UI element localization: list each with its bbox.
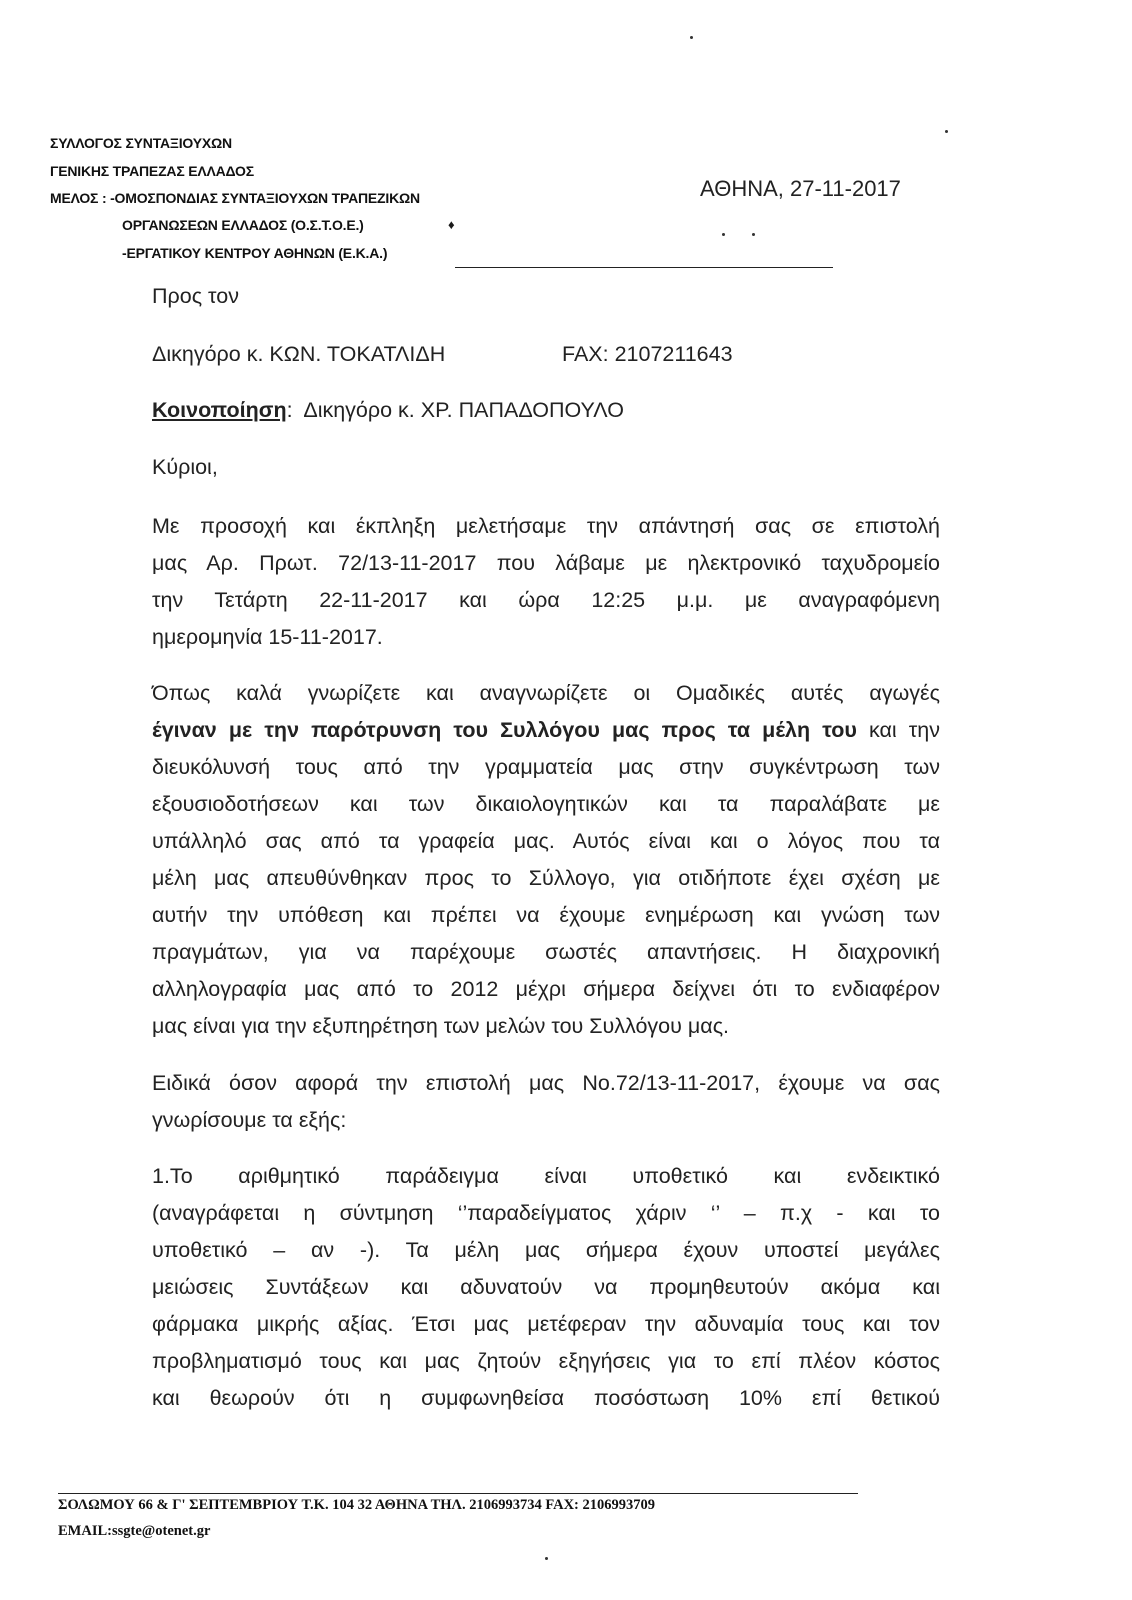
letterhead-line-4: ΟΡΓΑΝΩΣΕΩΝ ΕΛΛΑΔΟΣ (Ο.Σ.Τ.Ο.Ε.) <box>122 217 364 233</box>
letterhead-line-3: ΜΕΛΟΣ : -ΟΜΟΣΠΟΝΔΙΑΣ ΣΥΝΤΑΞΙΟΥΧΩΝ ΤΡΑΠΕΖΙΚΩΝ <box>50 190 420 206</box>
paragraph-line: μας Αρ. Πρωτ. 72/13-11-2017 που λάβαμε με ηλεκτρονικό ταχυδρομείο <box>152 551 940 575</box>
cc-colon: : <box>286 398 293 422</box>
footer-address: ΣΟΛΩΜΟΥ 66 & Γ' ΣΕΠΤΕΜΒΡΙΟΥ Τ.Κ. 104 32 ΑΘΗΝΑ ΤΗΛ. 2106993734 FAX: 2106993709 <box>58 1497 655 1513</box>
paragraph-line: διευκόλυνσή τους από την γραμματεία μας στην συγκέντρωση των <box>152 755 940 779</box>
paragraph-line: γνωρίσουμε τα εξής: <box>152 1108 347 1132</box>
paragraph-line: φάρμακα μικρής αξίας. Έτσι μας μετέφεραν την αδυναμία τους και τον <box>152 1312 940 1336</box>
recipient-lawyer: Δικηγόρο κ. ΚΩΝ. ΤΟΚΑΤΛΙΔΗ <box>152 342 446 366</box>
letterhead-line-1: ΣΥΛΛΟΓΟΣ ΣΥΝΤΑΞΙΟΥΧΩΝ <box>50 135 232 151</box>
paragraph-line: αυτήν την υπόθεση και πρέπει να έχουμε ενημέρωση και γνώση των <box>152 903 940 927</box>
paragraph-line: Με προσοχή και έκπληξη μελετήσαμε την απάντησή σας σε επιστολή <box>152 514 940 538</box>
paragraph-line: μας είναι για την εξυπηρέτηση των μελών του Συλλόγου μας. <box>152 1014 730 1038</box>
cc-line <box>152 398 624 423</box>
header-divider <box>455 267 833 268</box>
paragraph-line: αλληλογραφία μας από το 2012 μέχρι σήμερα δείχνει ότι το ενδιαφέρον <box>152 977 940 1001</box>
paragraph-line: ημερομηνία 15-11-2017. <box>152 625 383 649</box>
paragraph-line: μέλη μας απευθύνθηκαν προς το Σύλλογο, για οτιδήποτε έχει σχέση με <box>152 866 940 890</box>
paragraph-line: και θεωρούν ότι η συμφωνηθείσα ποσόστωση 10% επί θετικού <box>152 1386 940 1410</box>
paragraph-4 <box>152 1158 940 1417</box>
bullet-mark-icon: ♦ <box>448 217 455 232</box>
paragraph-line-emphasis <box>152 712 940 749</box>
scan-speck <box>722 233 725 236</box>
paragraph-line: μειώσεις Συντάξεων και αδυνατούν να προμηθευτούν ακόμα και <box>152 1275 940 1299</box>
paragraph-line: την Τετάρτη 22-11-2017 και ώρα 12:25 μ.μ. με αναγραφόμενη <box>152 588 940 612</box>
paragraph-3 <box>152 1065 940 1139</box>
cc-label: Κοινοποίηση <box>152 398 287 422</box>
paragraph-line: εξουσιοδοτήσεων και των δικαιολογητικών και τα παραλάβατε με <box>152 792 940 816</box>
letterhead-line-2: ΓΕΝΙΚΗΣ ΤΡΑΠΕΖΑΣ ΕΛΛΑΔΟΣ <box>50 163 254 179</box>
scan-speck <box>690 36 693 39</box>
paragraph-line: (αναγράφεται η σύντμηση ‘’παραδείγματος χάριν ‘’ – π.χ - και το <box>152 1201 940 1225</box>
footer-divider <box>58 1493 858 1494</box>
salutation: Κύριοι, <box>152 455 218 479</box>
paragraph-line: προβληματισμό τους και μας ζητούν εξηγήσεις για το επί πλέον κόστος <box>152 1349 940 1373</box>
emphasis-text: έγιναν με την παρότρυνση του Συλλόγου μας προς τα μέλη του <box>152 718 857 742</box>
paragraph-text: και την <box>856 718 940 742</box>
cc-value: Δικηγόρο κ. ΧΡ. ΠΑΠΑΔΟΠΟΥΛΟ <box>303 398 624 422</box>
footer-email: EMAIL:ssgte@otenet.gr <box>58 1523 211 1539</box>
scan-speck <box>752 233 755 236</box>
paragraph-line: Ειδικά όσον αφορά την επιστολή μας Νο.72/13-11-2017, έχουμε να σας <box>152 1071 940 1095</box>
paragraph-line: υπάλληλό σας από τα γραφεία μας. Αυτός είναι και ο λόγος που τα <box>152 829 940 853</box>
to-label: Προς τον <box>152 284 239 308</box>
scan-speck <box>945 130 948 133</box>
paragraph-2 <box>152 675 940 1045</box>
letter-date: ΑΘΗΝΑ, 27-11-2017 <box>700 176 901 201</box>
paragraph-line: Όπως καλά γνωρίζετε και αναγνωρίζετε οι Ομαδικές αυτές αγωγές <box>152 681 940 705</box>
letterhead-line-5: -ΕΡΓΑΤΙΚΟΥ ΚΕΝΤΡΟΥ ΑΘΗΝΩΝ (Ε.Κ.Α.) <box>122 245 388 261</box>
paragraph-line: πραγμάτων, για να παρέχουμε σωστές απαντήσεις. Η διαχρονική <box>152 940 940 964</box>
paragraph-1 <box>152 508 940 656</box>
scan-speck <box>545 1557 548 1560</box>
recipient-fax: FAX: 2107211643 <box>562 342 733 366</box>
paragraph-line: 1.Το αριθμητικό παράδειγμα είναι υποθετικό και ενδεικτικό <box>152 1164 940 1188</box>
paragraph-line: υποθετικό – αν -). Τα μέλη μας σήμερα έχουν υποστεί μεγάλες <box>152 1238 940 1262</box>
